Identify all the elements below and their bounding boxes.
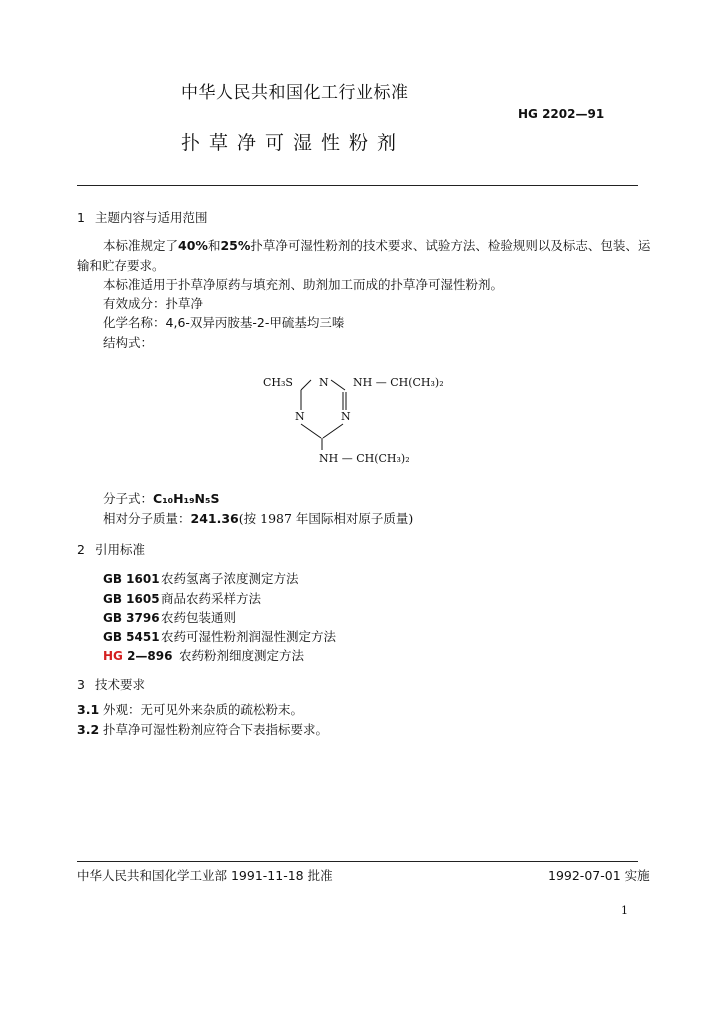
section-3-title: 技术要求 [95,677,146,692]
percent-40: 40% [178,238,208,253]
section-3-number: 3 [77,677,85,692]
active-ingredient: 有效成分：扑草净 [103,296,204,311]
section-1-number: 1 [77,210,85,225]
reference-code-prefix: HG [103,649,123,663]
reference-item [103,569,299,587]
reference-code-rest: 2—896 [122,649,173,663]
reference-title: 农药粉剂细度测定方法 [179,648,305,663]
reference-code: GB 1601 [103,572,160,586]
mass-value: 241.36 [190,511,239,526]
chemical-name-value: 4,6-双异丙胺基-2-甲硫基均三嗪 [165,315,345,330]
ring-n-top: N [319,376,329,389]
standard-code: HG 2202—91 [518,107,605,121]
clause-text: 扑草净可湿性粉剂应符合下表指标要求。 [103,722,329,737]
reference-title: 农药氢离子浓度测定方法 [161,571,299,586]
section-2-heading [77,540,145,558]
clause-3-1 [77,700,303,720]
section-2-title: 引用标准 [95,542,146,557]
reference-title: 农药可湿性粉剂润湿性测定方法 [161,629,337,644]
approval-info: 中华人民共和国化学工业部 1991-11-18 批准 [77,868,333,883]
percent-25: 25% [220,238,251,253]
issuing-body-title: 中华人民共和国化工行业标准 [181,83,409,103]
reference-code: GB 3796 [103,611,160,625]
chemical-name-label: 化学名称： [103,315,166,330]
reference-item [103,608,236,626]
section-1-para-2: 本标准适用于扑草净原药与填充剂、助剂加工而成的扑草净可湿性粉剂。 [103,277,504,292]
reference-code: GB 5451 [103,630,160,644]
reference-code: GB 1605 [103,592,160,606]
molecular-mass [103,509,413,529]
section-1-title: 主题内容与适用范围 [95,210,208,225]
mass-label: 相对分子质量： [103,511,191,526]
reference-code [103,649,179,663]
nh-bottom-label: NH — CH(CH₃)₂ [319,452,410,465]
header-divider [77,185,638,186]
ch3s-label: CH₃S [263,376,293,389]
ring-n-right: N [341,410,351,423]
reference-item [103,627,336,645]
section-1-heading [77,208,208,226]
clause-3-2 [77,720,328,740]
section-2-number: 2 [77,542,85,557]
nh-right-label: NH — CH(CH₃)₂ [353,376,444,389]
para-text: 本标准规定了 [103,238,179,253]
structure-label: 结构式： [103,335,154,350]
reference-item [103,646,304,664]
section-1-para-1-line-2: 输和贮存要求。 [77,258,165,273]
para-text: 扑草净可湿性粉剂的技术要求、试验方法、检验规则以及标志、包装、运 [250,238,651,253]
reference-title: 农药包装通则 [161,610,237,625]
footer-divider [77,861,638,862]
reference-title: 商品农药采样方法 [161,591,262,606]
reference-item [103,589,261,607]
mass-note: (按 1987 年国际相对原子质量) [238,511,414,526]
structural-formula [255,362,455,472]
page-number: 1 [621,904,628,917]
section-3-heading [77,675,145,693]
chemical-name [103,313,344,333]
clause-number: 3.1 [77,702,100,717]
formula-label: 分子式： [103,491,154,506]
triazine-ring [301,380,346,450]
formula-value: C₁₀H₁₉N₅S [153,491,220,506]
para-text: 和 [207,238,221,253]
molecular-formula [103,489,220,509]
clause-number: 3.2 [77,722,100,737]
section-1-para-1-line-1 [103,236,650,256]
document-title: 扑草净可湿性粉剂 [181,132,406,154]
implementation-date: 1992-07-01 实施 [548,868,650,883]
ring-n-left: N [295,410,305,423]
clause-text: 外观：无可见外来杂质的疏松粉末。 [103,702,304,717]
